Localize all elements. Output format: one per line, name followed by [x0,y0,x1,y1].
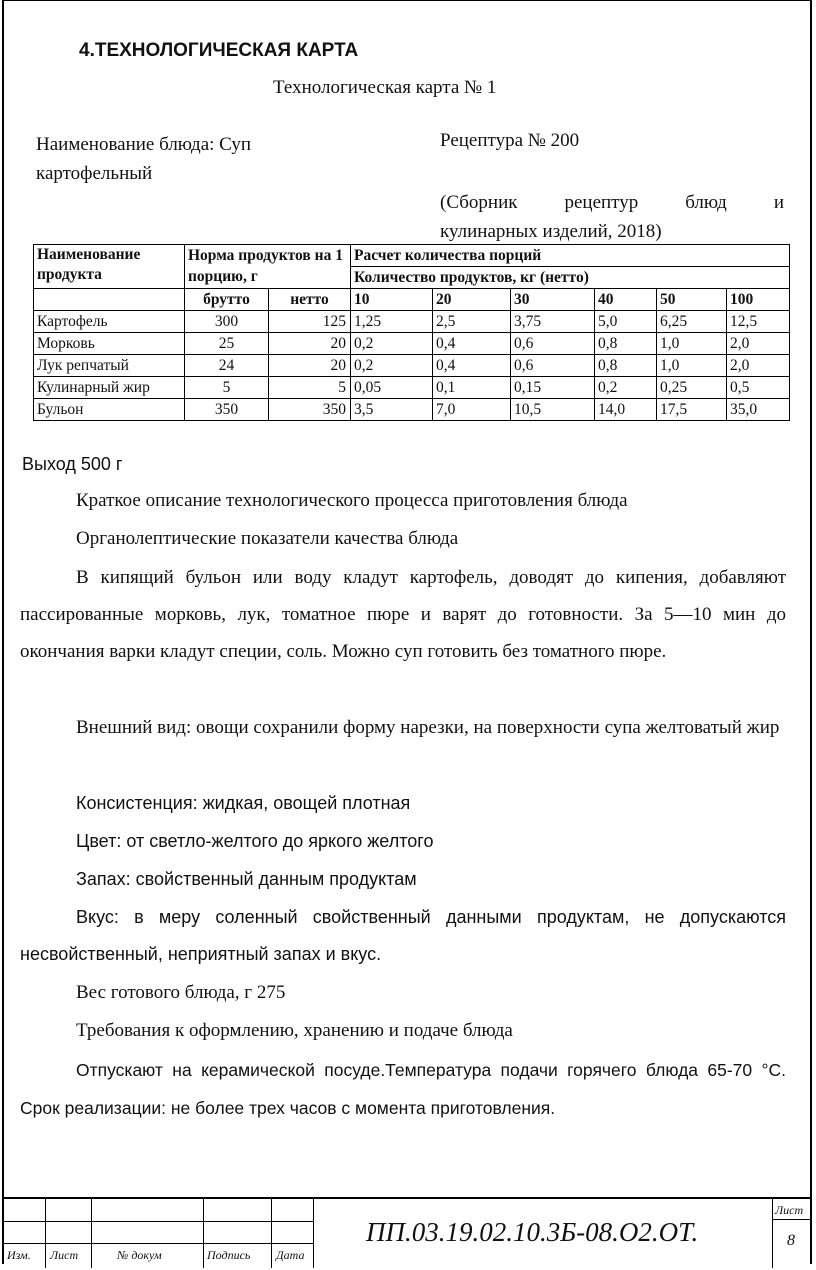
header-netto: нетто [269,289,351,311]
qty-value: 0,2 [351,333,433,355]
portion-header: 20 [433,289,511,311]
qty-value: 12,5 [727,311,790,333]
source-word: блюд [685,192,727,213]
netto-value: 350 [269,399,351,421]
header-brutto: брутто [185,289,269,311]
stamp-col [772,1199,773,1268]
stamp-row-line [772,1219,812,1220]
netto-value: 5 [269,377,351,399]
portion-header: 10 [351,289,433,311]
portion-header: 100 [727,289,790,311]
qty-value: 0,8 [595,355,657,377]
qty-value: 17,5 [657,399,727,421]
qty-value: 10,5 [511,399,595,421]
portion-header: 50 [657,289,727,311]
qty-value: 2,5 [433,311,511,333]
taste-text: Вкус: в меру соленный свойственный данными продуктам, не допускаются несвойственный, неприятный запах и вкус. [20,907,786,964]
header-empty [34,289,185,311]
requirements-heading: Требования к оформлению, хранению и подаче блюда [76,1020,513,1041]
table-row [34,333,790,355]
table-row [34,355,790,377]
qty-value: 1,0 [657,355,727,377]
brutto-value: 350 [185,399,269,421]
recipe-number: Рецептура № 200 [440,130,580,151]
process-text: В кипящий бульон или воду кладут картофель, доводят до кипения, добавляют пассированные морковь, лук, томатное пюре и варят до готовности. За 5—10 мин до окончания варки кладут специи, соль. Можно суп готовить без томатного пюре. [20,567,786,662]
stamp-list: Лист [50,1248,79,1262]
source-word: (Сборник [440,192,518,213]
qty-value: 35,0 [727,399,790,421]
smell-text: Запах: свойственный данным продуктам [76,869,417,889]
brutto-value: 5 [185,377,269,399]
color-text: Цвет: от светло-желтого до яркого желтого [76,831,434,851]
card-subtitle: Технологическая карта № 1 [273,77,497,98]
stamp-doc: № докум [117,1248,162,1262]
qty-value: 3,5 [351,399,433,421]
qty-value: 0,5 [727,377,790,399]
source-word: рецептур [564,192,639,213]
qty-value: 3,75 [511,311,595,333]
stamp-row-line [4,1243,314,1244]
brutto-value: 25 [185,333,269,355]
stamp-date: Дата [276,1248,305,1262]
desc-heading: Краткое описание технологического процесса приготовления блюда [76,490,628,511]
product-name: Лук репчатый [34,355,185,377]
brutto-value: 300 [185,311,269,333]
table-row [34,311,790,333]
qty-value: 0,6 [511,355,595,377]
sheet-label: Лист [775,1203,804,1217]
table-row [34,399,790,421]
product-name: Морковь [34,333,185,355]
qty-value: 0,05 [351,377,433,399]
stamp-sign: Подпись [207,1248,251,1262]
product-name: Бульон [34,399,185,421]
stamp-row-line [4,1221,314,1222]
product-name: Картофель [34,311,185,333]
source-line-2: кулинарных изделий, 2018) [440,221,662,242]
header-calc: Расчет количества порций [351,245,790,267]
qty-value: 2,0 [727,333,790,355]
qty-value: 14,0 [595,399,657,421]
portion-header: 40 [595,289,657,311]
qty-value: 0,1 [433,377,511,399]
header-product: Наименование продукта [34,245,185,289]
organo-heading: Органолептические показатели качества блюда [76,528,459,549]
appearance-text: Внешний вид: овощи сохранили форму нарезки, на поверхности супа желтоватый жир [76,717,780,738]
netto-value: 20 [269,355,351,377]
qty-value: 1,25 [351,311,433,333]
qty-value: 0,6 [511,333,595,355]
output-yield: Выход 500 г [22,454,123,474]
document-number: ПП.03.19.02.10.3Б-08.О2.ОТ. [366,1217,699,1247]
recipe-source [440,188,784,246]
netto-value: 20 [269,333,351,355]
brutto-value: 24 [185,355,269,377]
header-norm: Норма продуктов на 1 порцию, г [185,245,351,289]
qty-value: 0,2 [595,377,657,399]
section-title: 4.ТЕХНОЛОГИЧЕСКАЯ КАРТА [79,40,359,61]
qty-value: 0,25 [657,377,727,399]
qty-value: 6,25 [657,311,727,333]
product-name: Кулинарный жир [34,377,185,399]
qty-value: 0,2 [351,355,433,377]
netto-value: 125 [269,311,351,333]
qty-value: 0,4 [433,355,511,377]
qty-value: 0,15 [511,377,595,399]
qty-value: 0,8 [595,333,657,355]
qty-value: 2,0 [727,355,790,377]
qty-value: 7,0 [433,399,511,421]
portion-header: 30 [511,289,595,311]
dish-name: Наименование блюда: Суп картофельный [36,134,252,184]
qty-value: 1,0 [657,333,727,355]
qty-value: 0,4 [433,333,511,355]
serving-text: Отпускают на керамической посуде.Температура подачи горячего блюда 65-70 °С. Срок реализации: не более трех часов с момента приготовления. [20,1060,786,1118]
weight-text: Вес готового блюда, г 275 [76,982,286,1003]
sheet-number: 8 [787,1232,795,1249]
header-qty: Количество продуктов, кг (нетто) [351,267,790,289]
ingredients-table [33,244,790,421]
qty-value: 5,0 [595,311,657,333]
table-row [34,377,790,399]
stamp-izm: Изм. [7,1248,31,1262]
source-word: и [773,192,784,213]
consistency-text: Консистенция: жидкая, овощей плотная [76,793,411,813]
